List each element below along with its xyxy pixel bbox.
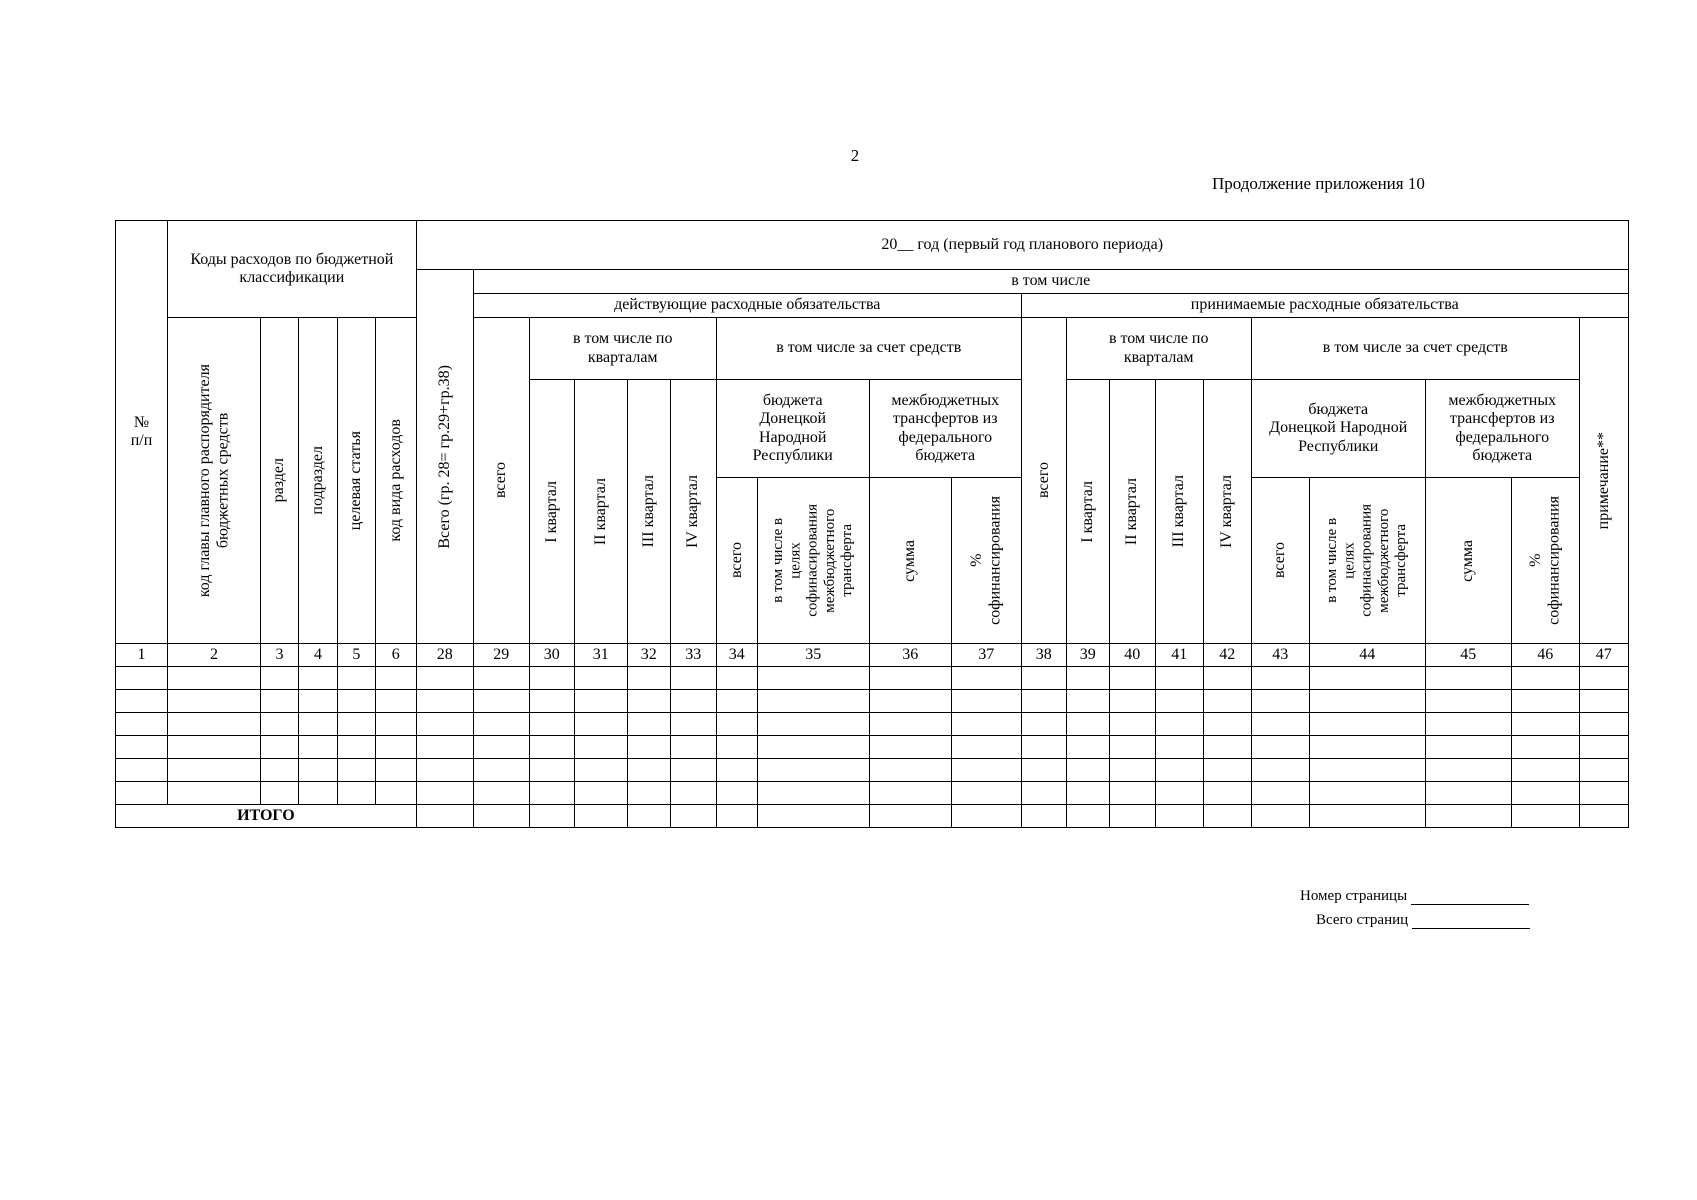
table-cell xyxy=(168,736,261,759)
table-cell xyxy=(473,759,529,782)
table-row xyxy=(116,782,1629,805)
table-cell xyxy=(1579,690,1628,713)
table-cell xyxy=(670,805,716,828)
table-cell xyxy=(1021,782,1066,805)
table-cell xyxy=(416,782,473,805)
table-cell xyxy=(1109,782,1155,805)
table-cell xyxy=(1066,713,1109,736)
table-cell xyxy=(627,736,670,759)
table-cell xyxy=(473,805,529,828)
table-cell xyxy=(951,782,1021,805)
table-cell xyxy=(416,736,473,759)
table-cell xyxy=(116,759,168,782)
table-cell xyxy=(168,667,261,690)
table-cell xyxy=(1251,782,1309,805)
table-cell xyxy=(574,759,627,782)
table-cell xyxy=(473,713,529,736)
column-number: 29 xyxy=(473,644,529,667)
table-cell xyxy=(375,713,416,736)
column-number: 46 xyxy=(1511,644,1579,667)
table-cell xyxy=(473,782,529,805)
table-cell xyxy=(1511,690,1579,713)
code-target-header: целевая статья xyxy=(337,318,375,644)
accepted-transfers-header: межбюджетных трансфертов из федерального бюджета xyxy=(1425,380,1579,478)
table-cell xyxy=(757,805,869,828)
table-cell xyxy=(1511,667,1579,690)
accepted-funds-total-header: всего xyxy=(1251,478,1309,644)
page-number: 2 xyxy=(850,146,860,165)
table-cell xyxy=(1579,713,1628,736)
table-cell xyxy=(298,713,337,736)
current-q4-header: IV квартал xyxy=(670,380,716,644)
accepted-q4-header: IV квартал xyxy=(1203,380,1251,644)
total-pages-label: Всего страниц xyxy=(1316,912,1409,928)
table-cell xyxy=(337,736,375,759)
column-numbers-row xyxy=(116,644,1629,667)
table-cell xyxy=(1109,759,1155,782)
table-cell xyxy=(757,782,869,805)
table-cell xyxy=(473,690,529,713)
current-obligations-header: действующие расходные обязательства xyxy=(473,294,1021,318)
table-cell xyxy=(416,713,473,736)
table-cell xyxy=(869,690,951,713)
table-cell xyxy=(757,736,869,759)
table-cell xyxy=(298,736,337,759)
table-cell xyxy=(1579,759,1628,782)
table-cell xyxy=(1109,805,1155,828)
table-cell xyxy=(529,736,574,759)
column-number: 44 xyxy=(1309,644,1425,667)
column-number: 41 xyxy=(1155,644,1203,667)
column-number: 5 xyxy=(337,644,375,667)
table-cell xyxy=(337,667,375,690)
table-cell xyxy=(1021,736,1066,759)
table-row xyxy=(116,667,1629,690)
table-cell xyxy=(416,667,473,690)
footer-total-pages xyxy=(1316,912,1530,929)
table-cell xyxy=(1309,667,1425,690)
table-cell xyxy=(473,736,529,759)
table-cell xyxy=(529,667,574,690)
total-pages-field[interactable] xyxy=(1412,914,1530,929)
table-cell xyxy=(1425,667,1511,690)
column-number: 3 xyxy=(260,644,298,667)
table-cell xyxy=(116,690,168,713)
column-number: 2 xyxy=(168,644,261,667)
table-cell xyxy=(951,667,1021,690)
column-number: 43 xyxy=(1251,644,1309,667)
table-cell xyxy=(627,782,670,805)
accepted-q3-header: III квартал xyxy=(1155,380,1203,644)
table-cell xyxy=(1579,667,1628,690)
column-number: 4 xyxy=(298,644,337,667)
table-row xyxy=(116,690,1629,713)
table-cell xyxy=(1579,805,1628,828)
table-cell xyxy=(1109,667,1155,690)
current-by-funds-header: в том числе за счет средств xyxy=(716,318,1021,380)
table-cell xyxy=(298,759,337,782)
table-cell xyxy=(1425,759,1511,782)
table-cell xyxy=(716,736,757,759)
table-cell xyxy=(574,782,627,805)
table-cell xyxy=(574,667,627,690)
table-cell xyxy=(716,759,757,782)
table-cell xyxy=(757,667,869,690)
table-cell xyxy=(716,805,757,828)
table-cell xyxy=(716,782,757,805)
column-number: 34 xyxy=(716,644,757,667)
table-cell xyxy=(951,713,1021,736)
column-number: 1 xyxy=(116,644,168,667)
code-expense-header: код вида расходов xyxy=(375,318,416,644)
column-number: 33 xyxy=(670,644,716,667)
table-cell xyxy=(116,782,168,805)
table-row xyxy=(116,759,1629,782)
table-cell xyxy=(1309,759,1425,782)
table-cell xyxy=(1109,690,1155,713)
table-cell xyxy=(1251,667,1309,690)
table-cell xyxy=(1309,713,1425,736)
current-budget-dnr-header: бюджета Донецкой Народной Республики xyxy=(716,380,869,478)
codes-header: Коды расходов по бюджетной классификации xyxy=(168,221,417,318)
table-cell xyxy=(574,713,627,736)
page-number-field[interactable] xyxy=(1411,890,1529,905)
table-cell xyxy=(1425,713,1511,736)
table-cell xyxy=(1066,759,1109,782)
accepted-q1-header: I квартал xyxy=(1066,380,1109,644)
table-cell xyxy=(375,736,416,759)
table-cell xyxy=(375,690,416,713)
table-cell xyxy=(1579,782,1628,805)
table-cell xyxy=(298,782,337,805)
total-formula-header: Всего (гр. 28= гр.29+гр.38) xyxy=(416,270,473,644)
column-number: 31 xyxy=(574,644,627,667)
column-number: 6 xyxy=(375,644,416,667)
code-subsection-header: подраздел xyxy=(298,318,337,644)
table-cell xyxy=(416,759,473,782)
total-row xyxy=(116,805,1629,828)
table-cell xyxy=(298,667,337,690)
current-q1-header: I квартал xyxy=(529,380,574,644)
table-cell xyxy=(260,713,298,736)
table-cell xyxy=(1425,736,1511,759)
year-header: 20__ год (первый год планового периода) xyxy=(416,221,1628,270)
table-cell xyxy=(1021,805,1066,828)
table-cell xyxy=(1511,713,1579,736)
accepted-by-quarters-header: в том числе по кварталам xyxy=(1066,318,1251,380)
table-cell xyxy=(951,690,1021,713)
table-row xyxy=(116,736,1629,759)
table-cell xyxy=(1579,736,1628,759)
table-row xyxy=(116,713,1629,736)
table-cell xyxy=(627,805,670,828)
column-number: 47 xyxy=(1579,644,1628,667)
table-cell xyxy=(1155,713,1203,736)
table-cell xyxy=(1203,759,1251,782)
table-cell xyxy=(1203,690,1251,713)
table-cell xyxy=(869,736,951,759)
table-cell xyxy=(168,782,261,805)
accepted-obligations-header: принимаемые расходные обязательства xyxy=(1021,294,1628,318)
table-cell xyxy=(1155,736,1203,759)
table-cell xyxy=(1066,782,1109,805)
col-number-header: № п/п xyxy=(116,221,168,644)
code-section-header: раздел xyxy=(260,318,298,644)
including-header: в том числе xyxy=(473,270,1628,294)
table-cell xyxy=(168,713,261,736)
table-cell xyxy=(1155,690,1203,713)
current-percent-header: % софинансирования xyxy=(951,478,1021,644)
table-cell xyxy=(529,690,574,713)
table-cell xyxy=(627,667,670,690)
table-cell xyxy=(951,736,1021,759)
note-header: примечание** xyxy=(1579,318,1628,644)
table-cell xyxy=(168,759,261,782)
table-cell xyxy=(670,713,716,736)
table-cell xyxy=(1066,805,1109,828)
column-number: 35 xyxy=(757,644,869,667)
current-total-header: всего xyxy=(473,318,529,644)
table-cell xyxy=(670,667,716,690)
table-cell xyxy=(670,736,716,759)
table-cell xyxy=(1021,690,1066,713)
table-cell xyxy=(1425,805,1511,828)
table-cell xyxy=(337,713,375,736)
table-cell xyxy=(1309,690,1425,713)
appendix-note: Продолжение приложения 10 xyxy=(1212,174,1425,193)
table-cell xyxy=(1066,690,1109,713)
table-cell xyxy=(116,667,168,690)
table-cell xyxy=(375,667,416,690)
table-cell xyxy=(298,690,337,713)
footer-page-number xyxy=(1300,888,1529,905)
table-cell xyxy=(168,690,261,713)
table-cell xyxy=(1021,667,1066,690)
table-cell xyxy=(574,690,627,713)
current-by-quarters-header: в том числе по кварталам xyxy=(529,318,716,380)
table-cell xyxy=(757,759,869,782)
table-cell xyxy=(1155,759,1203,782)
current-transfers-header: межбюджетных трансфертов из федерального бюджета xyxy=(869,380,1021,478)
table-cell xyxy=(1203,805,1251,828)
table-cell xyxy=(1155,805,1203,828)
table-cell xyxy=(1109,713,1155,736)
table-cell xyxy=(716,690,757,713)
table-cell xyxy=(574,736,627,759)
table-cell xyxy=(1251,759,1309,782)
table-cell xyxy=(1155,667,1203,690)
table-cell xyxy=(416,805,473,828)
table-cell xyxy=(869,782,951,805)
column-number: 28 xyxy=(416,644,473,667)
table-cell xyxy=(1251,690,1309,713)
table-cell xyxy=(869,667,951,690)
table-cell xyxy=(416,690,473,713)
page-number-label: Номер страницы xyxy=(1300,888,1408,904)
table-cell xyxy=(757,690,869,713)
table-cell xyxy=(1309,805,1425,828)
table-cell xyxy=(260,736,298,759)
current-q2-header: II квартал xyxy=(574,380,627,644)
table-cell xyxy=(951,759,1021,782)
accepted-budget-dnr-header: бюджета Донецкой Народной Республики xyxy=(1251,380,1425,478)
table-cell xyxy=(1251,805,1309,828)
table-cell xyxy=(1203,713,1251,736)
column-number: 37 xyxy=(951,644,1021,667)
column-number: 42 xyxy=(1203,644,1251,667)
table-cell xyxy=(716,667,757,690)
table-cell xyxy=(1021,713,1066,736)
table-cell xyxy=(375,782,416,805)
table-cell xyxy=(1155,782,1203,805)
table-cell xyxy=(260,667,298,690)
table-cell xyxy=(951,805,1021,828)
table-cell xyxy=(716,713,757,736)
current-funds-total-header: всего xyxy=(716,478,757,644)
table-cell xyxy=(260,782,298,805)
table-cell xyxy=(1425,782,1511,805)
table-cell xyxy=(574,805,627,828)
accepted-by-funds-header: в том числе за счет средств xyxy=(1251,318,1579,380)
table-cell xyxy=(337,690,375,713)
accepted-q2-header: II квартал xyxy=(1109,380,1155,644)
table-cell xyxy=(473,667,529,690)
table-cell xyxy=(1511,759,1579,782)
table-cell xyxy=(670,690,716,713)
table-cell xyxy=(869,759,951,782)
table-cell xyxy=(1511,782,1579,805)
table-cell xyxy=(260,690,298,713)
table-cell xyxy=(757,713,869,736)
column-number: 30 xyxy=(529,644,574,667)
code-chief-header: код главы главного распорядителя бюджетных средств xyxy=(168,318,261,644)
table-cell xyxy=(1066,736,1109,759)
table-cell xyxy=(260,759,298,782)
table-cell xyxy=(869,805,951,828)
table-cell xyxy=(627,690,670,713)
column-number: 45 xyxy=(1425,644,1511,667)
table-cell xyxy=(1251,713,1309,736)
accepted-percent-header: % софинансирования xyxy=(1511,478,1579,644)
column-number: 32 xyxy=(627,644,670,667)
table-cell xyxy=(337,782,375,805)
table-cell xyxy=(1309,736,1425,759)
table-cell xyxy=(1203,736,1251,759)
table-cell xyxy=(1309,782,1425,805)
column-number: 39 xyxy=(1066,644,1109,667)
table-cell xyxy=(1425,690,1511,713)
accepted-cofinancing-header: в том числе в целях софинасирования межбюджетного трансферта xyxy=(1309,478,1425,644)
table-cell xyxy=(1511,736,1579,759)
total-label: ИТОГО xyxy=(116,805,417,828)
table-cell xyxy=(375,759,416,782)
table-cell xyxy=(529,782,574,805)
current-cofinancing-header: в том числе в целях софинасирования межбюджетного трансферта xyxy=(757,478,869,644)
table-cell xyxy=(529,713,574,736)
table-cell xyxy=(116,736,168,759)
table-cell xyxy=(1511,805,1579,828)
table-cell xyxy=(670,759,716,782)
column-number: 36 xyxy=(869,644,951,667)
table-cell xyxy=(529,759,574,782)
data-rows xyxy=(116,667,1629,805)
table-cell xyxy=(627,759,670,782)
table-cell xyxy=(670,782,716,805)
column-number: 38 xyxy=(1021,644,1066,667)
table-cell xyxy=(1251,736,1309,759)
table-cell xyxy=(1203,667,1251,690)
table-cell xyxy=(337,759,375,782)
table-cell xyxy=(869,713,951,736)
current-q3-header: III квартал xyxy=(627,380,670,644)
current-sum-header: сумма xyxy=(869,478,951,644)
accepted-sum-header: сумма xyxy=(1425,478,1511,644)
table-cell xyxy=(1109,736,1155,759)
table-cell xyxy=(1066,667,1109,690)
accepted-total-header: всего xyxy=(1021,318,1066,644)
budget-table xyxy=(115,220,1629,828)
table-cell xyxy=(1021,759,1066,782)
table-cell xyxy=(1203,782,1251,805)
table-cell xyxy=(529,805,574,828)
column-number: 40 xyxy=(1109,644,1155,667)
table-cell xyxy=(627,713,670,736)
table-cell xyxy=(116,713,168,736)
